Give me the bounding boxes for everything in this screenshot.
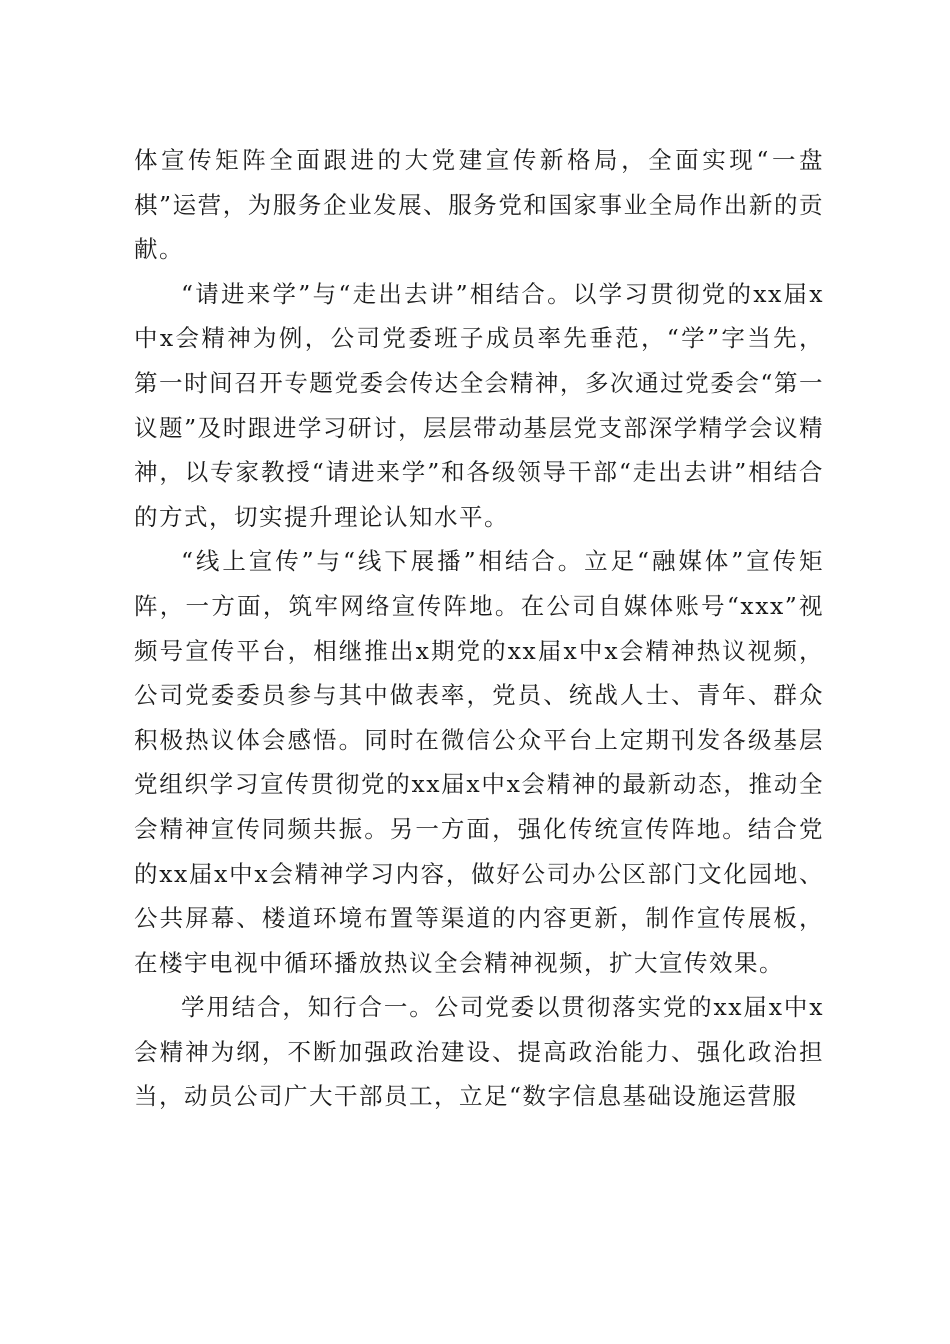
paragraph-application: 学用结合，知行合一。公司党委以贯彻落实党的xx届x中x会精神为纲，不断加强政治建设、提高政治能力、强化政治担当，动员公司广大干部员工，立足“数字信息基础设施运营服: [134, 993, 824, 1111]
paragraph-learning: “请进来学”与“走出去讲”相结合。以学习贯彻党的xx届x中x会精神为例，公司党委班子成员率先垂范，“学”字当先，第一时间召开专题党委会传达全会精神，多次通过党委会“第一议题”及时跟进学习研讨，层层带动基层党支部深学精学会议精神，以专家教授“请进来学”和各级领导干部“走出去讲”相结合的方式，切实提升理论认知水平。: [134, 279, 824, 531]
document-body: [134, 138, 824, 1119]
paragraph-publicity: “线上宣传”与“线下展播”相结合。立足“融媒体”宣传矩阵，一方面，筑牢网络宣传阵地。在公司自媒体账号“xxx”视频号宣传平台，相继推出x期党的xx届x中x会精神热议视频，公司党委委员参与其中做表率，党员、统战人士、青年、群众积极热议体会感悟。同时在微信公众平台上定期刊发各级基层党组织学习宣传贯彻党的xx届x中x会精神的最新动态，推动全会精神宣传同频共振。另一方面，强化传统宣传阵地。结合党的xx届x中x会精神学习内容，做好公司办公区部门文化园地、公共屏幕、楼道环境布置等渠道的内容更新，制作宣传展板，在楼宇电视中循环播放热议全会精神视频，扩大宣传效果。: [134, 547, 824, 977]
paragraph-continuation: 体宣传矩阵全面跟进的大党建宣传新格局，全面实现“一盘棋”运营，为服务企业发展、服务党和国家事业全局作出新的贡献。: [134, 146, 824, 264]
